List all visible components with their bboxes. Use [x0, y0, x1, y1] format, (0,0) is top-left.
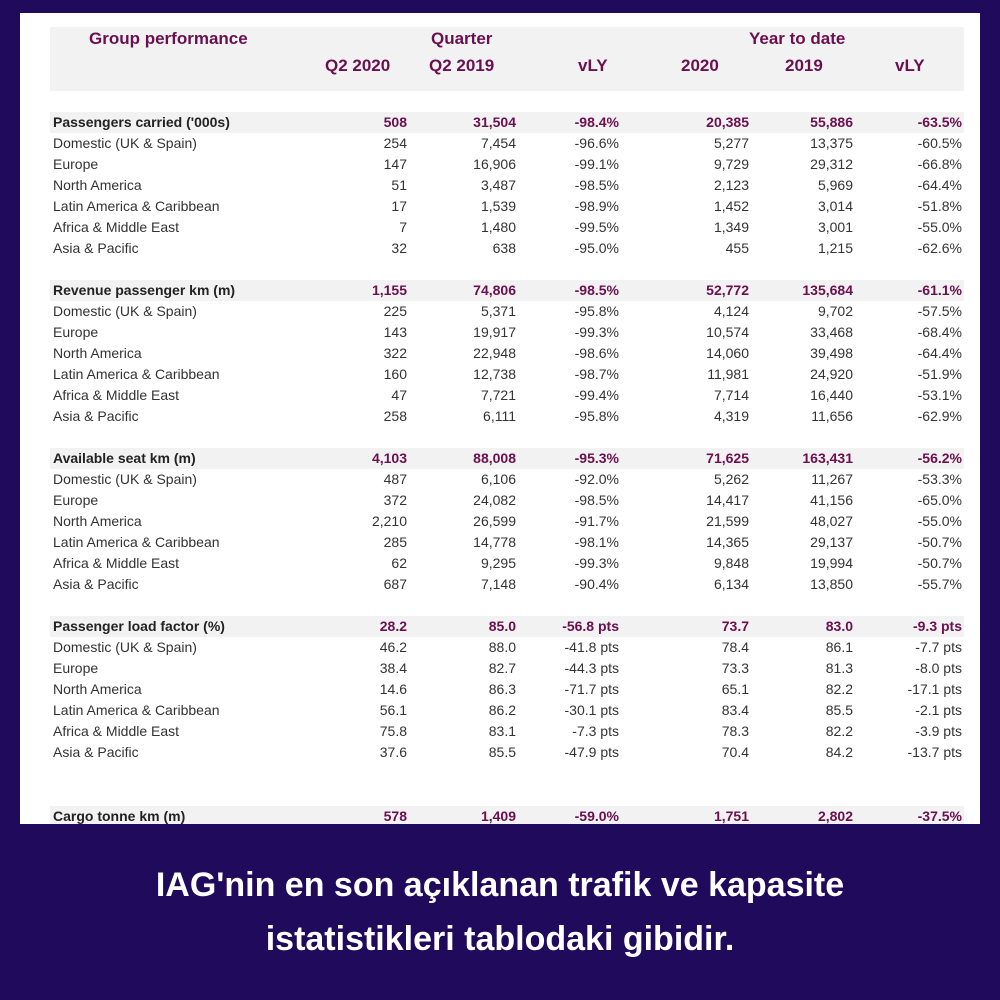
table-row — [50, 700, 964, 721]
col-vly-quarter: vLY — [578, 56, 608, 75]
cell-2019: 48,027 — [810, 513, 853, 529]
cell-2019: 29,312 — [810, 156, 853, 172]
spacer — [50, 595, 964, 616]
cell-vly-ytd: -3.9 pts — [915, 723, 962, 739]
cell-2020: 6,134 — [713, 576, 749, 592]
cell-vly-ytd: -51.9% — [917, 366, 962, 382]
cell-q2-2020: 56.1 — [379, 702, 407, 718]
cell-q2-2019: 22,948 — [473, 345, 516, 361]
quarter-heading: Quarter — [431, 29, 493, 48]
cell-q2-2019: 1,539 — [480, 198, 516, 214]
cell-q2-2020: 14.6 — [379, 681, 407, 697]
table-body — [50, 112, 964, 763]
cell-vly-ytd: -50.7% — [917, 534, 962, 550]
row-label: Latin America & Caribbean — [53, 702, 220, 718]
cell-2019: 24,920 — [810, 366, 853, 382]
cell-2020: 78.4 — [721, 639, 749, 655]
row-label: Asia & Pacific — [53, 744, 139, 760]
cell-q2-2020: 75.8 — [379, 723, 407, 739]
cell-q2-2020: 143 — [383, 324, 407, 340]
row-label: Latin America & Caribbean — [53, 198, 220, 214]
cell-2020: 1,452 — [713, 198, 749, 214]
cell-vly-ytd: -57.5% — [917, 303, 962, 319]
cell-vly-quarter: -98.6% — [574, 345, 619, 361]
cell-vly-quarter: -56.8 pts — [562, 618, 619, 634]
cell-vly-quarter: -92.0% — [574, 471, 619, 487]
row-label: Domestic (UK & Spain) — [53, 135, 197, 151]
cell-vly-quarter: -95.8% — [574, 303, 619, 319]
cell-q2-2019: 86.3 — [488, 681, 516, 697]
cell-vly-quarter: -99.4% — [574, 387, 619, 403]
cell-vly-ytd: -13.7 pts — [907, 744, 962, 760]
section-title-row — [50, 448, 964, 469]
cell-2020: 14,060 — [706, 345, 749, 361]
cell-q2-2019: 3,487 — [480, 177, 516, 193]
cell-q2-2020: 32 — [391, 240, 407, 256]
cell-vly-ytd: -66.8% — [917, 156, 962, 172]
cell-vly-ytd: -64.4% — [917, 345, 962, 361]
spacer — [50, 91, 964, 112]
cell-vly-quarter: -44.3 pts — [564, 660, 619, 676]
table-row — [50, 364, 964, 385]
caption — [0, 858, 1000, 966]
table-row — [50, 196, 964, 217]
cell-q2-2020: 38.4 — [379, 660, 407, 676]
table-row — [50, 322, 964, 343]
cell-2020: 70.4 — [721, 744, 749, 760]
cell-vly-ytd: -56.2% — [917, 450, 962, 466]
col-q2-2020: Q2 2020 — [325, 56, 391, 75]
cell-2019: 82.2 — [825, 723, 853, 739]
cell-vly-quarter: -7.3 pts — [572, 723, 619, 739]
cell-vly-ytd: -2.1 pts — [915, 702, 962, 718]
caption-line-1: IAG'nin en son açıklanan trafik ve kapasite — [155, 866, 845, 904]
cell-vly-quarter: -30.1 pts — [564, 702, 619, 718]
cell-2020: 73.7 — [721, 618, 749, 634]
row-label: Europe — [53, 324, 99, 340]
cell-q2-2020: 4,103 — [371, 450, 407, 466]
row-label: Available seat km (m) — [53, 450, 196, 466]
row-label: Europe — [53, 660, 99, 676]
cell-q2-2019: 16,906 — [473, 156, 516, 172]
cell-2020: 71,625 — [706, 450, 749, 466]
table-card — [20, 13, 980, 824]
cell-vly-quarter: -98.5% — [574, 282, 619, 298]
cell-2019: 3,014 — [817, 198, 853, 214]
cell-q2-2019: 9,295 — [480, 555, 516, 571]
cell-vly-quarter: -99.3% — [574, 555, 619, 571]
cell-q2-2019: 7,454 — [480, 135, 516, 151]
cell-q2-2019: 83.1 — [488, 723, 516, 739]
cell-q2-2020: 372 — [383, 492, 407, 508]
cell-2019: 29,137 — [810, 534, 853, 550]
cell-q2-2019: 24,082 — [473, 492, 516, 508]
table-row — [50, 133, 964, 154]
row-label: Europe — [53, 492, 99, 508]
cell-vly-ytd: -53.3% — [917, 471, 962, 487]
row-label: Asia & Pacific — [53, 240, 139, 256]
cell-2019: 16,440 — [810, 387, 853, 403]
cell-q2-2019: 88.0 — [488, 639, 516, 655]
cell-2019: 83.0 — [825, 618, 853, 634]
row-label: Domestic (UK & Spain) — [53, 303, 197, 319]
row-label: Passengers carried ('000s) — [53, 114, 230, 130]
row-label: North America — [53, 345, 142, 361]
group-performance-heading: Group performance — [89, 29, 248, 48]
cell-2020: 5,277 — [713, 135, 749, 151]
row-label: Africa & Middle East — [53, 387, 180, 403]
cell-2020: 21,599 — [706, 513, 749, 529]
cell-2020: 52,772 — [706, 282, 749, 298]
row-label: Asia & Pacific — [53, 576, 139, 592]
cell-2019: 135,684 — [802, 282, 853, 298]
cell-2020: 11,981 — [707, 366, 749, 382]
cell-vly-quarter: -47.9 pts — [564, 744, 619, 760]
cell-vly-ytd: -63.5% — [917, 114, 962, 130]
cell-vly-ytd: -68.4% — [917, 324, 962, 340]
table-row — [50, 721, 964, 742]
performance-table — [50, 27, 964, 824]
cell-vly-ytd: -9.3 pts — [912, 618, 962, 634]
cell-2020: 20,385 — [706, 114, 749, 130]
table-row — [50, 553, 964, 574]
cell-2020: 14,417 — [706, 492, 749, 508]
col-q2-2019: Q2 2019 — [429, 56, 495, 75]
cell-2020: 65.1 — [721, 681, 749, 697]
cell-vly-quarter: -99.3% — [574, 324, 619, 340]
cell-2020: 78.3 — [721, 723, 749, 739]
cell-2019: 82.2 — [825, 681, 853, 697]
cell-q2-2019: 638 — [492, 240, 516, 256]
spacer — [50, 763, 964, 806]
cell-vly-ytd: -64.4% — [917, 177, 962, 193]
cell-2020: 5,262 — [713, 471, 749, 487]
table-row — [50, 637, 964, 658]
section-title-row — [50, 616, 964, 637]
cell-vly-quarter: -99.1% — [574, 156, 619, 172]
table-row — [50, 406, 964, 427]
caption-line-2: istatistikleri tablodaki gibidir. — [265, 920, 735, 958]
cell-q2-2020: 7 — [399, 219, 407, 235]
table-row — [50, 490, 964, 511]
col-2019: 2019 — [785, 56, 823, 75]
cell-vly-ytd: -51.8% — [917, 198, 962, 214]
cell-2020: 1,751 — [713, 808, 749, 824]
cell-q2-2020: 37.6 — [379, 744, 407, 760]
cell-2019: 81.3 — [825, 660, 853, 676]
cell-2020: 1,349 — [713, 219, 749, 235]
cell-q2-2019: 7,721 — [480, 387, 516, 403]
row-label: Latin America & Caribbean — [53, 534, 220, 550]
cell-2019: 85.5 — [825, 702, 853, 718]
cell-2019: 5,969 — [817, 177, 853, 193]
table-row — [50, 385, 964, 406]
row-label: Domestic (UK & Spain) — [53, 471, 197, 487]
spacer — [50, 259, 964, 280]
section-title-row — [50, 280, 964, 301]
cell-q2-2020: 47 — [391, 387, 407, 403]
cell-2019: 55,886 — [810, 114, 853, 130]
cell-q2-2020: 1,155 — [371, 282, 407, 298]
cell-vly-quarter: -98.5% — [574, 177, 619, 193]
table-row — [50, 469, 964, 490]
spacer — [50, 427, 964, 448]
col-vly-ytd: vLY — [895, 56, 925, 75]
cell-vly-ytd: -17.1 pts — [907, 681, 962, 697]
cell-2020: 83.4 — [721, 702, 749, 718]
cell-q2-2019: 85.5 — [488, 744, 516, 760]
cell-vly-quarter: -95.3% — [574, 450, 619, 466]
cell-vly-quarter: -59.0% — [574, 808, 619, 824]
cell-q2-2019: 5,371 — [480, 303, 516, 319]
row-label: Europe — [53, 156, 99, 172]
cell-vly-quarter: -95.8% — [574, 408, 619, 424]
cell-q2-2020: 285 — [383, 534, 407, 550]
cell-vly-ytd: -61.1% — [917, 282, 962, 298]
cell-vly-ytd: -55.7% — [917, 576, 962, 592]
row-label: Domestic (UK & Spain) — [53, 639, 197, 655]
cell-vly-quarter: -71.7 pts — [564, 681, 619, 697]
table-row — [50, 658, 964, 679]
col-2020: 2020 — [681, 56, 719, 75]
cell-vly-ytd: -65.0% — [917, 492, 962, 508]
cell-q2-2020: 687 — [383, 576, 407, 592]
table-row — [50, 742, 964, 763]
cell-2019: 2,802 — [817, 808, 853, 824]
cell-q2-2020: 147 — [383, 156, 407, 172]
table-row — [50, 574, 964, 595]
cell-vly-ytd: -60.5% — [917, 135, 962, 151]
cell-q2-2019: 14,778 — [473, 534, 516, 550]
cell-q2-2020: 51 — [391, 177, 407, 193]
cell-q2-2020: 578 — [383, 808, 407, 824]
cell-2020: 10,574 — [706, 324, 749, 340]
row-label: Africa & Middle East — [53, 723, 180, 739]
cell-q2-2019: 1,409 — [480, 808, 516, 824]
cell-q2-2020: 225 — [383, 303, 407, 319]
table-row — [50, 532, 964, 553]
cell-2019: 33,468 — [810, 324, 853, 340]
cell-vly-quarter: -98.4% — [574, 114, 619, 130]
row-label: North America — [53, 177, 142, 193]
cell-q2-2020: 508 — [383, 114, 407, 130]
cell-2019: 11,656 — [811, 408, 853, 424]
cell-2020: 14,365 — [706, 534, 749, 550]
table-row — [50, 343, 964, 364]
cell-vly-quarter: -95.0% — [574, 240, 619, 256]
row-label: Cargo tonne km (m) — [53, 808, 186, 824]
cell-vly-quarter: -96.6% — [574, 135, 619, 151]
cell-2019: 9,702 — [817, 303, 853, 319]
cell-vly-ytd: -55.0% — [917, 219, 962, 235]
cell-vly-quarter: -41.8 pts — [564, 639, 619, 655]
table-row — [50, 175, 964, 196]
cell-vly-quarter: -98.7% — [574, 366, 619, 382]
cell-q2-2019: 6,106 — [480, 471, 516, 487]
cell-q2-2019: 12,738 — [473, 366, 516, 382]
cell-2019: 163,431 — [802, 450, 853, 466]
cell-q2-2020: 322 — [383, 345, 407, 361]
cell-q2-2020: 46.2 — [379, 639, 407, 655]
section-title-row — [50, 112, 964, 133]
cell-vly-quarter: -91.7% — [574, 513, 619, 529]
cell-vly-ytd: -55.0% — [917, 513, 962, 529]
cell-q2-2019: 1,480 — [480, 219, 516, 235]
cell-2019: 13,375 — [810, 135, 853, 151]
cell-q2-2019: 19,917 — [473, 324, 516, 340]
row-label: Africa & Middle East — [53, 555, 180, 571]
cell-q2-2020: 258 — [383, 408, 407, 424]
cell-2019: 84.2 — [825, 744, 853, 760]
cell-vly-ytd: -50.7% — [917, 555, 962, 571]
year-to-date-heading: Year to date — [749, 29, 846, 48]
row-label: Asia & Pacific — [53, 408, 139, 424]
cell-vly-ytd: -37.5% — [917, 808, 962, 824]
cell-vly-quarter: -90.4% — [574, 576, 619, 592]
cell-q2-2020: 28.2 — [379, 618, 407, 634]
cell-q2-2020: 2,210 — [371, 513, 407, 529]
cell-q2-2019: 88,008 — [473, 450, 516, 466]
cell-vly-quarter: -98.1% — [574, 534, 619, 550]
row-label: Revenue passenger km (m) — [53, 282, 236, 298]
cell-2019: 41,156 — [810, 492, 853, 508]
row-label: Africa & Middle East — [53, 219, 180, 235]
table-header — [50, 27, 964, 91]
cell-2020: 7,714 — [713, 387, 749, 403]
row-label: Passenger load factor (%) — [53, 618, 225, 634]
cell-vly-quarter: -99.5% — [574, 219, 619, 235]
cell-2019: 11,267 — [811, 471, 853, 487]
cell-q2-2019: 85.0 — [488, 618, 516, 634]
cell-2019: 1,215 — [817, 240, 853, 256]
cell-q2-2020: 17 — [391, 198, 407, 214]
cell-vly-quarter: -98.5% — [574, 492, 619, 508]
table-row — [50, 217, 964, 238]
cell-2020: 4,124 — [713, 303, 749, 319]
cell-2020: 9,848 — [713, 555, 749, 571]
cell-2020: 455 — [725, 240, 749, 256]
cell-q2-2020: 487 — [383, 471, 407, 487]
cell-q2-2020: 254 — [383, 135, 407, 151]
cell-vly-ytd: -53.1% — [917, 387, 962, 403]
cell-2020: 9,729 — [713, 156, 749, 172]
row-label: Latin America & Caribbean — [53, 366, 220, 382]
table-row — [50, 679, 964, 700]
cell-vly-ytd: -8.0 pts — [915, 660, 962, 676]
cell-q2-2019: 31,504 — [473, 114, 516, 130]
cell-vly-quarter: -98.9% — [574, 198, 619, 214]
cell-q2-2019: 7,148 — [480, 576, 516, 592]
cell-2019: 3,001 — [817, 219, 853, 235]
cell-2020: 4,319 — [713, 408, 749, 424]
cell-q2-2019: 26,599 — [473, 513, 516, 529]
cell-vly-ytd: -62.6% — [917, 240, 962, 256]
cell-q2-2020: 62 — [391, 555, 407, 571]
cell-2019: 39,498 — [810, 345, 853, 361]
cell-q2-2019: 86.2 — [488, 702, 516, 718]
cell-q2-2019: 74,806 — [473, 282, 516, 298]
cell-2019: 19,994 — [810, 555, 853, 571]
cell-vly-ytd: -62.9% — [917, 408, 962, 424]
table-row — [50, 154, 964, 175]
cell-2019: 86.1 — [825, 639, 853, 655]
cell-q2-2019: 6,111 — [483, 408, 516, 424]
row-label: North America — [53, 513, 142, 529]
cell-2020: 73.3 — [721, 660, 749, 676]
table-row — [50, 301, 964, 322]
cell-vly-ytd: -7.7 pts — [915, 639, 962, 655]
cell-q2-2019: 82.7 — [488, 660, 516, 676]
table-row — [50, 511, 964, 532]
table-row — [50, 238, 964, 259]
cell-q2-2020: 160 — [383, 366, 407, 382]
cargo-row — [50, 806, 964, 824]
cell-2019: 13,850 — [810, 576, 853, 592]
cell-2020: 2,123 — [713, 177, 749, 193]
row-label: North America — [53, 681, 142, 697]
